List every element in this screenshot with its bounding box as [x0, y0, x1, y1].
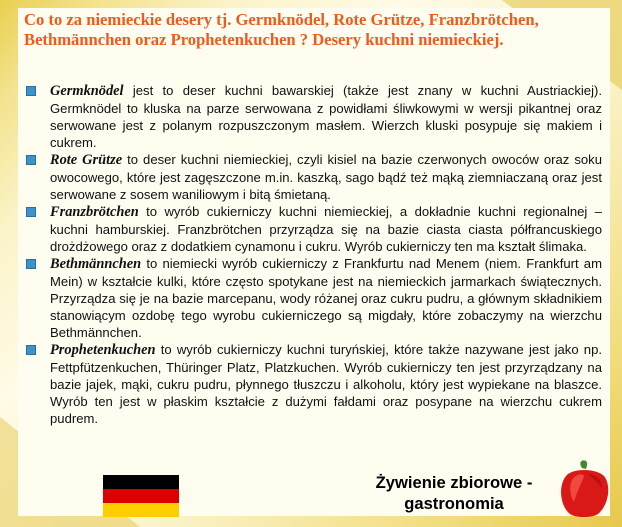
footer-caption	[352, 472, 556, 514]
dessert-description: to wyrób cukierniczy kuchni turyńskiej, które także nazywane jest jako np. Fettpfützenkuchen, Thüringer Platz, Platzkuchen. Wyrób cukierniczy ten jest przyrządzany na bazie jajek, mąki, cukru pudru, płynnego tłuszczu i alkoholu, który jest wypiekane na blaszce. Wyrób ten jest w płaskim kształcie z dużymi fałdami oraz posypane na wierzchu cukrem pudrem.	[50, 342, 602, 426]
list-item	[24, 82, 602, 151]
dessert-description: jest to deser kuchni bawarskiej (także jest znany w kuchni Austriackiej). Germknödel to kluska na parze serwowana z powidłami śliwkowymi w wersji pikantnej oraz serwowane jest z polanym rozpuszczonym masłem. Wierzch kluski posypuje się makiem i cukrem.	[50, 83, 602, 150]
germany-flag-icon	[103, 475, 179, 517]
footer-line-2: gastronomia	[404, 494, 504, 513]
dessert-description: to deser kuchni niemieckiej, czyli kisiel na bazie czerwonych owoców oraz soku owocowego, które jest zagęszczone m.in. kaszką, sago bądź też mąką ziemniaczaną oraz jest serwowane z sosem waniliowym i bitą śmietaną.	[50, 152, 602, 202]
dessert-term: Prophetenkuchen	[50, 342, 156, 358]
square-bullet-icon	[26, 207, 36, 217]
flag-stripe-red	[103, 489, 179, 503]
dessert-description: to wyrób cukierniczy kuchni niemieckiej, a dokładnie kuchni regionalnej – kuchni hamburskiej. Franzbrötchen przyrządza się na bazie ciasta ciasta półfrancuskiego drożdżowego oraz z dodatkiem cynamonu i cukru. Wyrób cukierniczy ten ma kształt ślimaka.	[50, 204, 602, 254]
square-bullet-icon	[26, 155, 36, 165]
page-title: Co to za niemieckie desery tj. Germknödel, Rote Grütze, Franzbrötchen, Bethmännchen oraz Prophetenkuchen ? Desery kuchni niemieckiej.	[24, 10, 539, 49]
square-bullet-icon	[26, 259, 36, 269]
dessert-term: Franzbrötchen	[50, 204, 139, 220]
footer-line-1: Żywienie zbiorowe -	[375, 473, 533, 492]
red-pepper-icon	[552, 458, 616, 520]
dessert-term: Rote Grütze	[50, 152, 123, 168]
dessert-list	[24, 82, 602, 427]
flag-stripe-gold	[103, 503, 179, 517]
list-item	[24, 255, 602, 341]
square-bullet-icon	[26, 345, 36, 355]
dessert-description: to niemiecki wyrób cukierniczy z Frankfurtu nad Menem (niem. Frankfurt am Mein) w kształcie kulki, które często spotykane jest na niemieckich jarmarkach świątecznych. Przyrządza się je na bazie marcepanu, wody różanej oraz cukru pudru, a głównym składnikiem stanowiącym ozdobę tego wyrobu cukierniczego są migdały, które zobaczymy na wierzchu Bethmännchen.	[50, 256, 602, 340]
dessert-term: Germknödel	[50, 83, 124, 99]
dessert-term: Bethmännchen	[50, 256, 142, 272]
list-item	[24, 341, 602, 427]
list-item	[24, 151, 602, 203]
list-item	[24, 203, 602, 255]
flag-stripe-black	[103, 475, 179, 489]
square-bullet-icon	[26, 86, 36, 96]
